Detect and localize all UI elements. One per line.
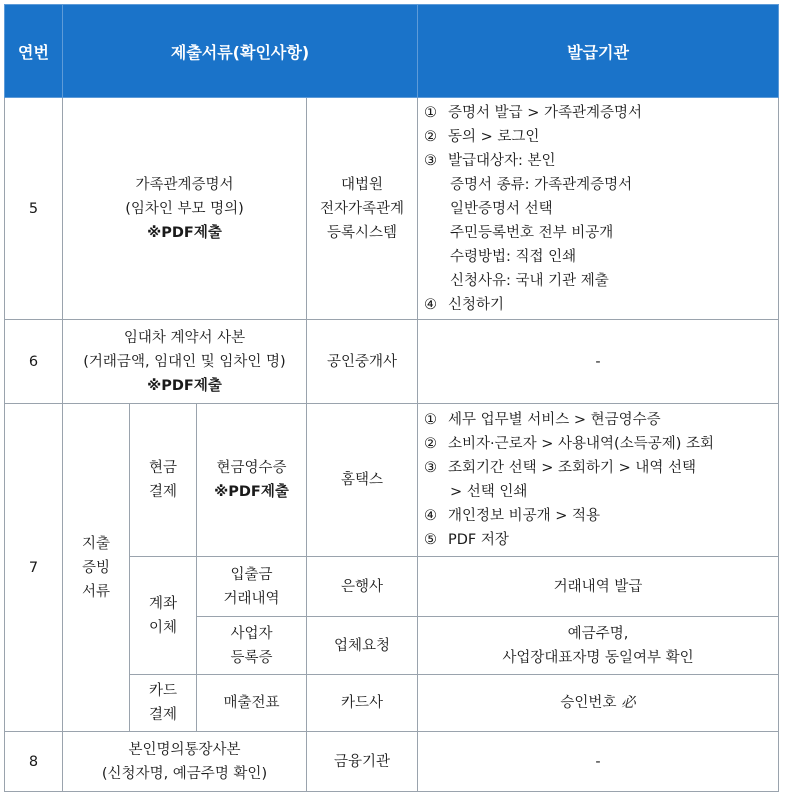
procedure-cell: 승인번호 必 xyxy=(418,675,779,732)
issuer-cell: 은행사 xyxy=(307,557,418,617)
doc-cell: 현금영수증 ※PDF제출 xyxy=(197,404,307,557)
table-row-6 xyxy=(5,320,779,404)
header-issuer: 발급기관 xyxy=(418,5,779,98)
doc-cell: 매출전표 xyxy=(197,675,307,732)
header-docs: 제출서류(확인사항) xyxy=(63,5,418,98)
doc-cell: 입출금 거래내역 xyxy=(197,557,307,617)
issuer-cell: 대법원 전자가족관계 등록시스템 xyxy=(307,98,418,320)
category-cell: 계좌 이체 xyxy=(130,557,197,675)
table-row-8 xyxy=(5,732,779,792)
doc-cell: 사업자 등록증 xyxy=(197,617,307,675)
row-number: 5 xyxy=(5,98,63,320)
issuer-cell: 홈택스 xyxy=(307,404,418,557)
table-row-5 xyxy=(5,98,779,320)
doc-cell: 본인명의통장사본 (신청자명, 예금주명 확인) xyxy=(63,732,307,792)
document-table xyxy=(4,4,794,792)
header-no: 연번 xyxy=(5,5,63,98)
row-number: 6 xyxy=(5,320,63,404)
issuer-cell: 금융기관 xyxy=(307,732,418,792)
pdf-note: ※PDF제출 xyxy=(147,224,222,241)
category-cell: 카드 결제 xyxy=(130,675,197,732)
pdf-note: ※PDF제출 xyxy=(214,484,289,500)
procedure-cell: 예금주명, 사업장대표자명 동일여부 확인 xyxy=(418,617,779,675)
procedure-cell: 거래내역 발급 xyxy=(418,557,779,617)
row-number: 8 xyxy=(5,732,63,792)
category-cell: 현금 결제 xyxy=(130,404,197,557)
doc-cell: 임대차 계약서 사본 (거래금액, 임대인 및 임차인 명) ※PDF제출 xyxy=(63,320,307,404)
required-mark: 必 xyxy=(621,695,636,711)
pdf-note: ※PDF제출 xyxy=(147,377,222,394)
table-header: 연번 제출서류(확인사항) 발급기관 발급절차 xyxy=(5,5,779,98)
issuer-cell: 업체요청 xyxy=(307,617,418,675)
issuer-cell: 카드사 xyxy=(307,675,418,732)
doc-cell: 가족관계증명서 (임차인 부모 명의) ※PDF제출 xyxy=(63,98,307,320)
procedure-cell: - xyxy=(418,732,779,792)
group-cell: 지출 증빙 서류 xyxy=(63,404,130,732)
procedure-cell: ① 증명서 발급 > 가족관계증명서 ② 동의 > 로그인 ③ 발급대상자: 본인 증명서 종류: 가족관계증명서 일반증명서 선택 주민등록번호 전부 비공개 수령방법: 직접 인쇄 신청사유: 국내 기관 제출 ④ 신청하기 xyxy=(418,98,779,320)
procedure-cell: ① 세무 업무별 서비스 > 현금영수증 ② 소비자·근로자 > 사용내역(소득공제) 조회 ③ 조회기간 선택 > 조회하기 > 내역 선택 > 선택 인쇄 ④ 개인정보 비공개 > 적용 ⑤ PDF 저장 xyxy=(418,404,779,557)
issuer-cell: 공인중개사 xyxy=(307,320,418,404)
row-number: 7 xyxy=(5,404,63,732)
table-row-7-cash xyxy=(5,404,779,557)
procedure-cell: - xyxy=(418,320,779,404)
